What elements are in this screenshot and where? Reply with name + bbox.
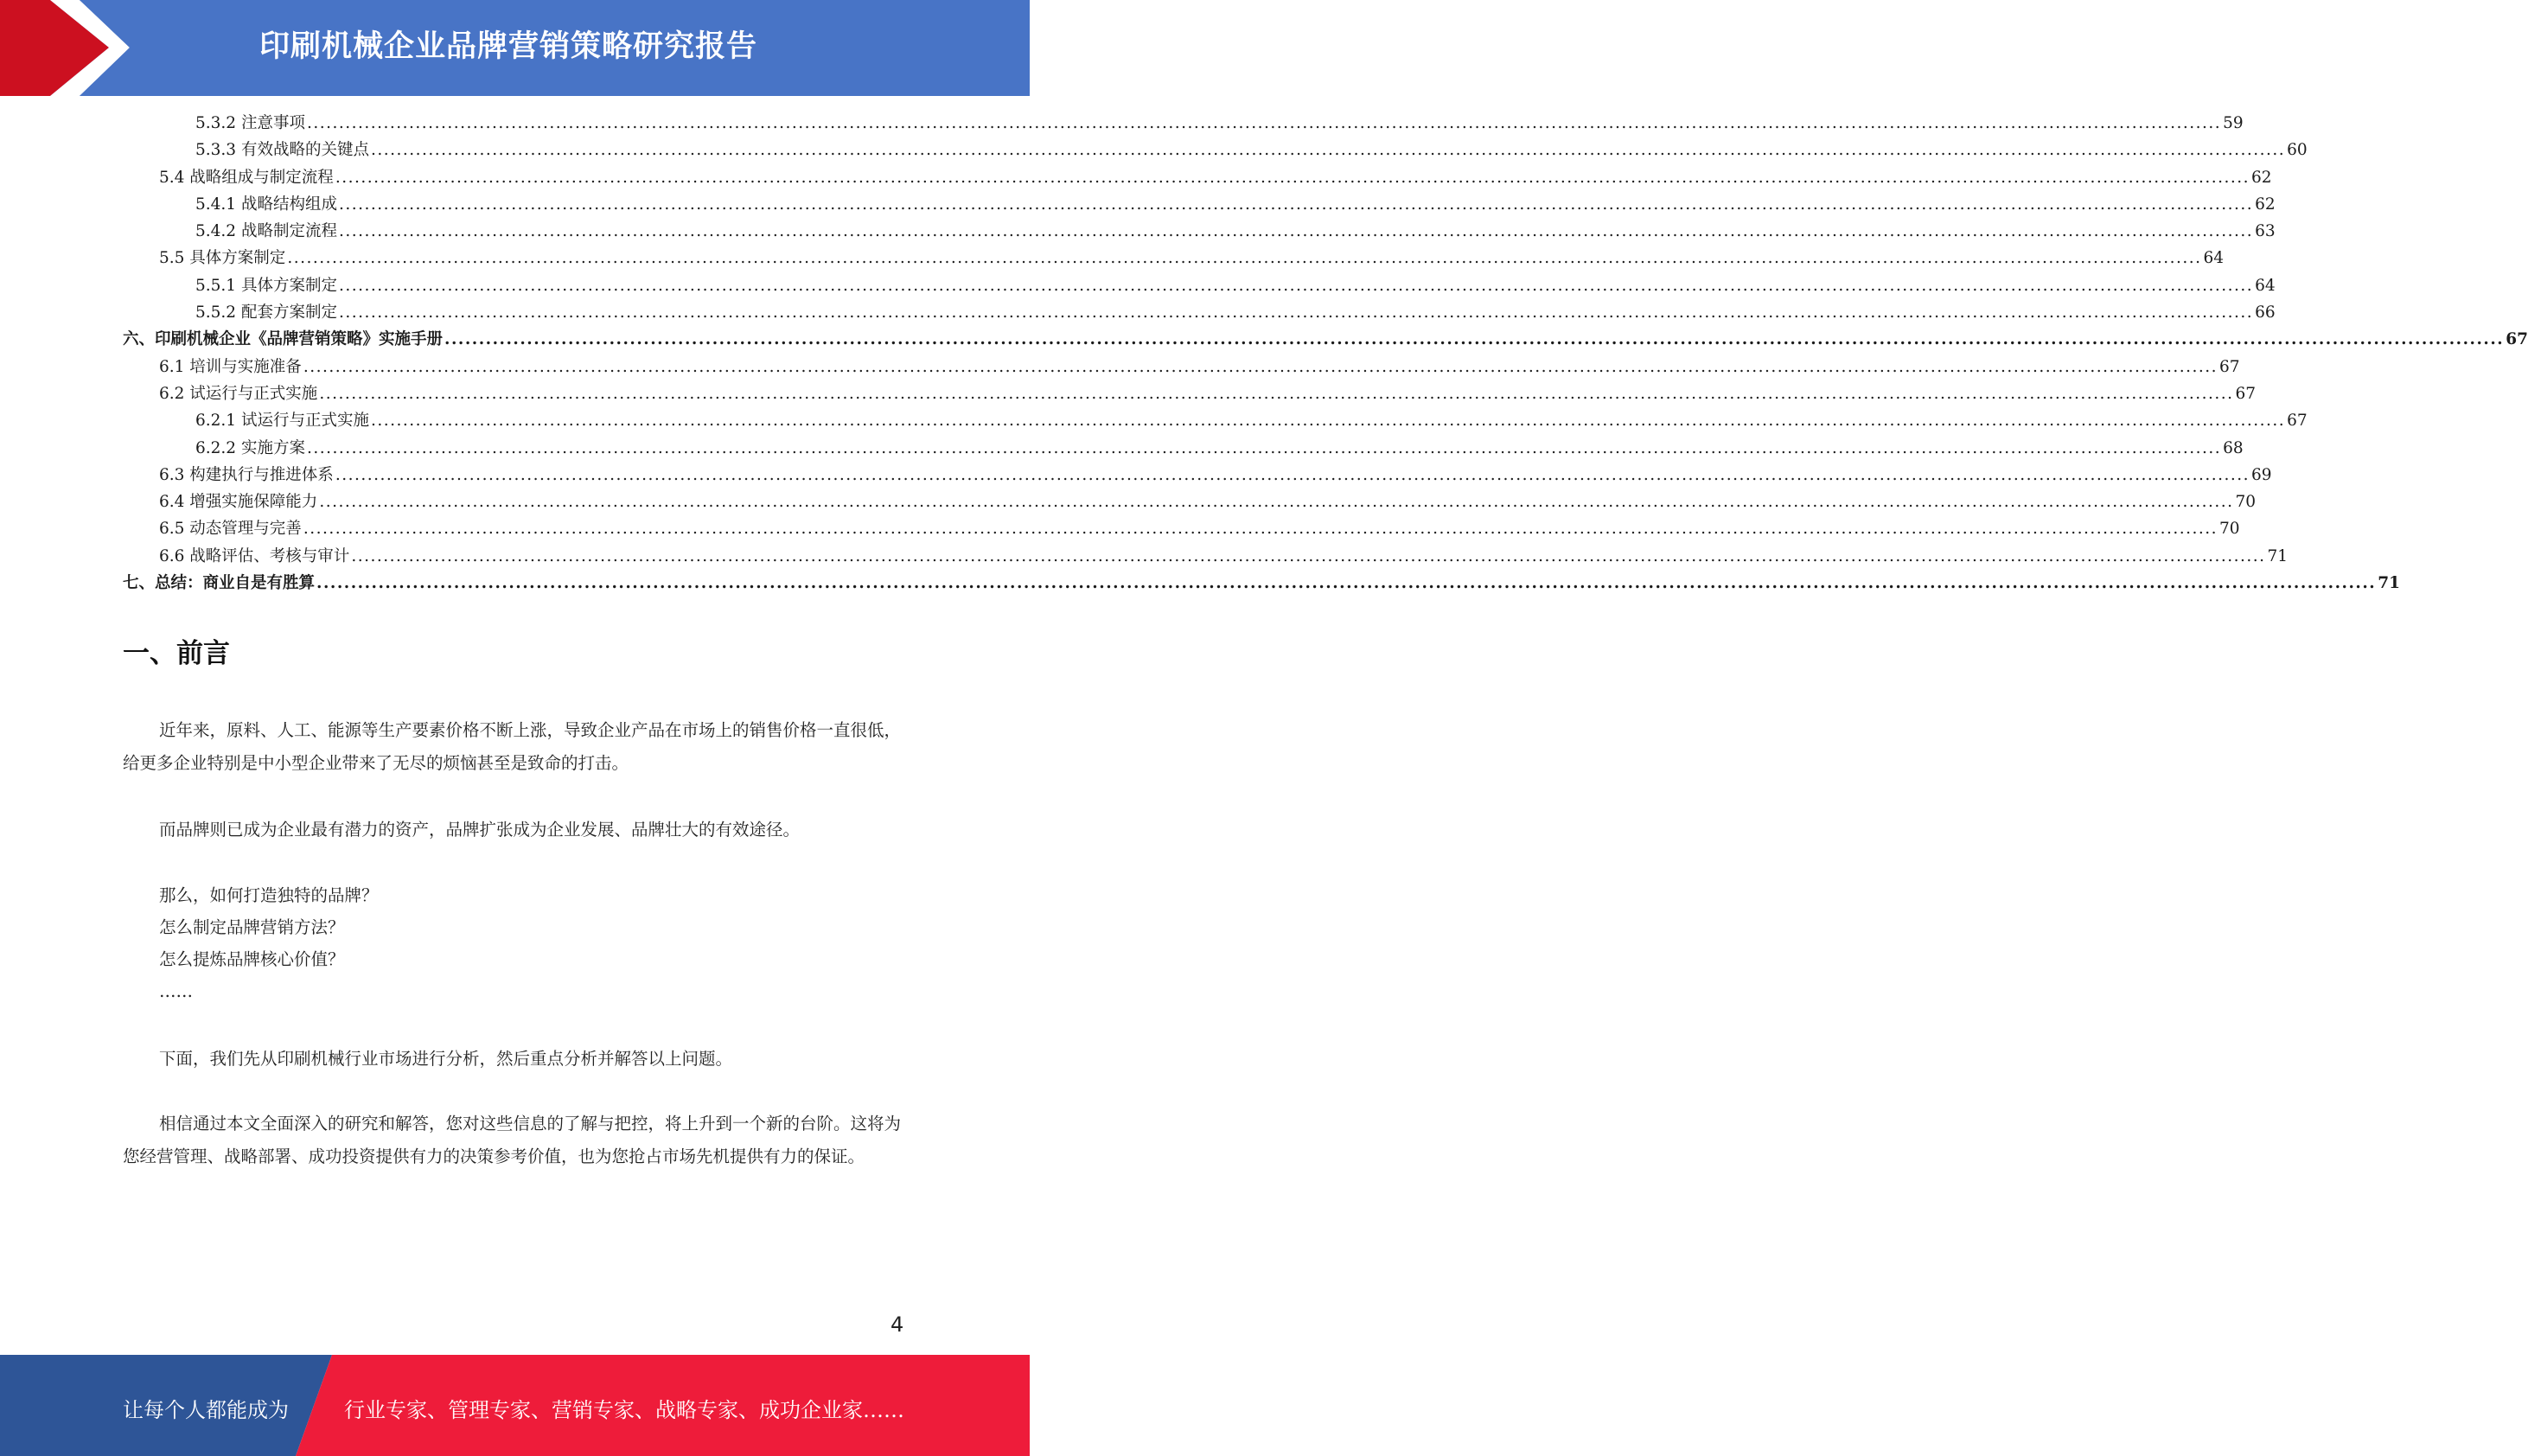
paragraph: 下面，我们先从印刷机械行业市场进行分析，然后重点分析并解答以上问题。 — [159, 1049, 733, 1069]
toc-dot-leader: ............................................................................................................................................................................................................................................................................................................ — [335, 168, 2250, 187]
toc-dot-leader: ............................................................................................................................................................................................................................................................................................................ — [338, 195, 2254, 214]
intro-paragraph-4 — [123, 1108, 906, 1173]
page-header — [0, 0, 1030, 96]
toc-entry-page: 62 — [2251, 168, 2272, 187]
toc-entry-title: 6.6 战略评估、考核与审计 — [159, 546, 350, 565]
toc-entry-page: 70 — [2219, 520, 2240, 539]
toc-entry-page: 67 — [2219, 357, 2240, 376]
toc-dot-leader: ............................................................................................................................................................................................................................................................................................................ — [351, 546, 2266, 565]
paragraph: 相信通过本文全面深入的研究和解答，您对这些信息的了解与把控，将上升到一个新的台阶。这将为您经营管理、战略部署、成功投资提供有力的决策参考价值，也为您抢占市场先机提供有力的保证。 — [123, 1114, 902, 1166]
page-footer — [0, 1355, 1030, 1456]
toc-dot-leader: ............................................................................................................................................................................................................................................................................................................ — [370, 412, 2286, 431]
toc-dot-leader: ............................................................................................................................................................................................................................................................................................................ — [338, 222, 2254, 241]
toc-dot-leader: ............................................................................................................................................................................................................................................................................................................ — [303, 520, 2218, 539]
toc-entry[interactable] — [123, 218, 2276, 245]
toc-entry[interactable] — [123, 570, 2400, 597]
toc-entry[interactable] — [123, 435, 2244, 462]
toc-dot-leader: ............................................................................................................................................................................................................................................................................................................ — [444, 330, 2505, 349]
question-line: 那么，如何打造独特的品牌？ — [159, 885, 379, 905]
toc-entry[interactable] — [123, 191, 2276, 218]
toc-entry-page: 60 — [2287, 141, 2308, 160]
red-chevron-icon — [0, 0, 130, 96]
toc-entry[interactable] — [123, 407, 2308, 434]
toc-entry-page: 70 — [2235, 493, 2257, 512]
toc-entry[interactable] — [123, 515, 2240, 542]
toc-entry-title: 5.4.1 战略结构组成 — [195, 195, 337, 214]
toc-entry-page: 63 — [2255, 222, 2276, 241]
toc-dot-leader: ............................................................................................................................................................................................................................................................................................................ — [306, 438, 2222, 457]
toc-entry-page: 62 — [2255, 195, 2276, 214]
toc-entry[interactable] — [123, 245, 2225, 271]
toc-entry-title: 6.2.1 试运行与正式实施 — [195, 412, 369, 431]
toc-dot-leader: ............................................................................................................................................................................................................................................................................................................ — [338, 303, 2254, 322]
ellipsis-line: …… — [159, 981, 193, 1001]
toc-dot-leader: ............................................................................................................................................................................................................................................................................................................ — [319, 493, 2234, 512]
page-number: 4 — [891, 1312, 904, 1337]
toc-entry-title: 5.3.2 注意事项 — [195, 114, 305, 132]
toc-entry[interactable] — [123, 462, 2272, 489]
toc-entry[interactable] — [123, 489, 2257, 515]
toc-entry[interactable] — [123, 380, 2257, 407]
toc-entry-page: 66 — [2255, 303, 2276, 322]
toc-entry-title: 6.3 构建执行与推进体系 — [159, 465, 334, 484]
toc-dot-leader: ............................................................................................................................................................................................................................................................................................................ — [335, 465, 2250, 484]
toc-entry-title: 5.5 具体方案制定 — [159, 249, 286, 268]
toc-entry[interactable] — [123, 543, 2289, 570]
toc-entry-title: 5.4.2 战略制定流程 — [195, 222, 337, 241]
report-title: 印刷机械企业品牌营销策略研究报告 — [259, 29, 758, 64]
toc-dot-leader: ............................................................................................................................................................................................................................................................................................................ — [303, 357, 2218, 376]
toc-entry-page: 67 — [2235, 384, 2257, 403]
intro-paragraph-2 — [123, 814, 906, 846]
toc-entry-page: 71 — [2267, 546, 2289, 565]
toc-entry-title: 5.3.3 有效战略的关键点 — [195, 141, 369, 160]
toc-entry-title: 5.4 战略组成与制定流程 — [159, 168, 334, 187]
toc-entry-title: 5.5.2 配套方案制定 — [195, 303, 337, 322]
toc-entry-title: 6.5 动态管理与完善 — [159, 520, 302, 539]
toc-dot-leader: ............................................................................................................................................................................................................................................................................................................ — [316, 574, 2377, 593]
toc-entry[interactable] — [123, 137, 2308, 163]
intro-paragraph-1 — [123, 714, 906, 780]
toc-entry[interactable] — [123, 326, 2528, 353]
toc-entry[interactable] — [123, 164, 2272, 191]
toc-entry-title: 6.2.2 实施方案 — [195, 438, 305, 457]
toc-entry[interactable] — [123, 354, 2240, 380]
toc-entry[interactable] — [123, 110, 2244, 137]
intro-paragraph-3 — [123, 1043, 906, 1076]
question-list — [123, 879, 906, 1007]
toc-entry-title: 5.5.1 具体方案制定 — [195, 276, 337, 295]
toc-entry-title: 六、印刷机械企业《品牌营销策略》实施手册 — [123, 330, 444, 349]
toc-entry-title: 6.1 培训与实施准备 — [159, 357, 302, 376]
toc-dot-leader: ............................................................................................................................................................................................................................................................................................................ — [370, 141, 2286, 160]
toc-entry-page: 71 — [2378, 574, 2400, 593]
toc-dot-leader: ............................................................................................................................................................................................................................................................................................................ — [338, 276, 2254, 295]
question-line: 怎么制定品牌营销方法？ — [159, 917, 345, 937]
toc-entry-page: 68 — [2223, 438, 2244, 457]
toc-entry-page: 67 — [2506, 330, 2528, 349]
toc-entry[interactable] — [123, 272, 2276, 299]
toc-dot-leader: ............................................................................................................................................................................................................................................................................................................ — [306, 114, 2222, 132]
toc-entry-page: 64 — [2255, 276, 2276, 295]
toc-entry-page: 69 — [2251, 465, 2272, 484]
footer-slogan-right: 行业专家、管理专家、营销专家、战略专家、成功企业家…… — [344, 1398, 904, 1422]
toc-entry-page: 67 — [2287, 412, 2308, 431]
paragraph: 近年来，原料、人工、能源等生产要素价格不断上涨，导致企业产品在市场上的销售价格一直很低，给更多企业特别是中小型企业带来了无尽的烦恼甚至是致命的打击。 — [123, 720, 902, 773]
question-line: 怎么提炼品牌核心价值？ — [159, 949, 345, 969]
toc-entry-title: 七、总结：商业自是有胜算 — [123, 574, 316, 593]
toc-dot-leader: ............................................................................................................................................................................................................................................................................................................ — [287, 249, 2202, 268]
toc-entry-title: 6.2 试运行与正式实施 — [159, 384, 318, 403]
footer-slogan-left: 让每个人都能成为 — [123, 1398, 289, 1422]
toc-dot-leader: ............................................................................................................................................................................................................................................................................................................ — [319, 384, 2234, 403]
toc-entry-title: 6.4 增强实施保障能力 — [159, 493, 318, 512]
section-title: 一、前言 — [123, 638, 230, 669]
paragraph: 而品牌则已成为企业最有潜力的资产，品牌扩张成为企业发展、品牌壮大的有效途径。 — [159, 820, 801, 840]
toc-entry[interactable] — [123, 299, 2276, 326]
toc-entry-page: 64 — [2203, 249, 2225, 268]
table-of-contents — [123, 110, 2528, 597]
toc-entry-page: 59 — [2223, 114, 2244, 132]
